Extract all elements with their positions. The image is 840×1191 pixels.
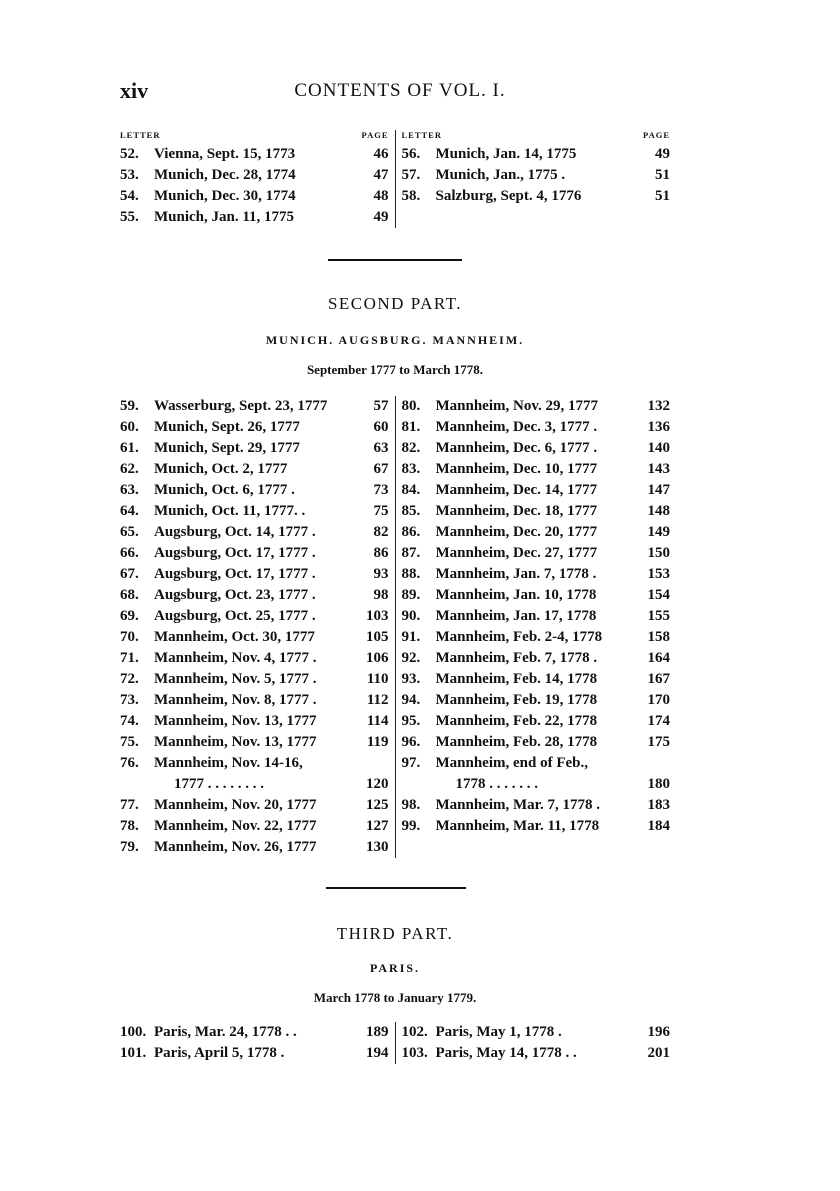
toc-column-left: [120, 130, 395, 228]
entry-number: 73.: [120, 692, 139, 708]
toc-entry: [402, 543, 671, 564]
entry-number: 96.: [401, 734, 421, 750]
entry-text: Paris, April 5, 1778 .: [154, 1045, 285, 1061]
entry-number: 103.: [401, 1045, 428, 1061]
entry-number: 59.: [120, 398, 139, 414]
toc-entry: [402, 732, 671, 753]
entry-page: 106: [366, 650, 389, 666]
entry-number: 66.: [120, 545, 139, 561]
toc-entry: [402, 396, 671, 417]
entry-number: 90.: [401, 608, 421, 624]
toc-entry: [402, 522, 671, 543]
toc-entry: [120, 501, 389, 522]
entry-text: Mannheim, Dec. 6, 1777 .: [435, 440, 598, 456]
toc-first-part: [120, 130, 670, 228]
entry-number: 62.: [120, 461, 139, 477]
entry-text: Mannheim, Feb. 14, 1778: [435, 671, 598, 687]
toc-entry: [402, 417, 671, 438]
entry-number: 81.: [401, 419, 421, 435]
entry-page: 105: [366, 629, 389, 645]
entry-page: 140: [647, 440, 670, 456]
entry-page: 103: [366, 608, 389, 624]
toc-entry: [120, 1022, 389, 1043]
entry-page: 153: [647, 566, 670, 582]
entry-number: 99.: [401, 818, 421, 834]
entry-number: 70.: [120, 629, 139, 645]
entry-page: 51: [655, 167, 670, 183]
toc-entry: [402, 648, 671, 669]
column-header-letter: LETTER: [120, 130, 161, 140]
toc-column-left: [120, 1022, 395, 1064]
entry-page: 93: [373, 566, 389, 582]
toc-entry: [402, 501, 671, 522]
entry-text: Mannheim, Jan. 17, 1778: [435, 608, 597, 624]
entry-text: Mannheim, Feb. 22, 1778: [435, 713, 598, 729]
entry-page: 183: [647, 797, 670, 813]
toc-entry: [120, 1043, 389, 1064]
entry-text: Augsburg, Oct. 17, 1777 .: [154, 545, 316, 561]
entry-number: 58.: [401, 188, 421, 204]
entry-text: Mannheim, Mar. 7, 1778 .: [435, 797, 600, 813]
toc-entry: [120, 795, 389, 816]
entry-number: 67.: [120, 566, 139, 582]
entry-text: Vienna, Sept. 15, 1773: [154, 146, 296, 162]
entry-number: 88.: [401, 566, 421, 582]
entry-number: 87.: [401, 545, 421, 561]
entry-page: 57: [373, 398, 389, 414]
part-dates: March 1778 to January 1779.: [313, 990, 477, 1005]
entry-page: 175: [647, 734, 670, 750]
entry-page: 49: [373, 209, 389, 225]
entry-page: 63: [373, 440, 389, 456]
toc-entry: [120, 522, 389, 543]
entry-text: Mannheim, Dec. 20, 1777: [435, 524, 598, 540]
column-header: [120, 130, 389, 144]
entry-text: Munich, Sept. 29, 1777: [154, 440, 300, 456]
toc-entry: [402, 669, 671, 690]
toc-entry: [120, 144, 389, 165]
entry-number: 72.: [120, 671, 139, 687]
entry-text: Augsburg, Oct. 23, 1777 .: [154, 587, 316, 603]
entry-number: 64.: [120, 503, 139, 519]
entry-text: Paris, May 14, 1778 . .: [435, 1045, 577, 1061]
entry-page: 48: [373, 188, 389, 204]
entry-page: 143: [647, 461, 670, 477]
toc-entry: [120, 438, 389, 459]
entry-page: 132: [647, 398, 670, 414]
entry-list: [402, 1022, 671, 1064]
entry-page: 46: [373, 146, 389, 162]
entry-text: Mannheim, Nov. 29, 1777: [435, 398, 599, 414]
entry-number: 83.: [401, 461, 421, 477]
toc-entry: [402, 816, 671, 837]
entry-number: 53.: [120, 167, 139, 183]
toc-entry: [120, 837, 389, 858]
entry-number: 100.: [120, 1024, 147, 1040]
entry-text: 1778 . . . . . . .: [455, 776, 538, 792]
toc-entry: [120, 648, 389, 669]
entry-page: 170: [647, 692, 670, 708]
toc-column-right: [395, 1022, 671, 1064]
entry-number: 95.: [401, 713, 421, 729]
entry-list: [120, 396, 389, 858]
entry-page: 148: [647, 503, 670, 519]
toc-entry: [120, 753, 389, 774]
entry-page: 110: [366, 671, 389, 687]
toc-entry: [402, 459, 671, 480]
page-header: [120, 78, 680, 108]
entry-page: 82: [373, 524, 389, 540]
entry-text: Munich, Oct. 6, 1777 .: [154, 482, 295, 498]
entry-page: 86: [373, 545, 389, 561]
entry-text: Mannheim, end of Feb.,: [435, 755, 589, 771]
entry-text: 1777 . . . . . . . .: [174, 776, 264, 792]
entry-page: 158: [647, 629, 670, 645]
toc-entry: [402, 144, 671, 165]
entry-number: 76.: [120, 755, 139, 771]
entry-number: 77.: [120, 797, 139, 813]
entry-number: 91.: [401, 629, 421, 645]
toc-entry: [120, 606, 389, 627]
entry-text: Mannheim, Nov. 22, 1777: [154, 818, 317, 834]
toc-column-left: [120, 396, 395, 858]
toc-entry: [120, 564, 389, 585]
toc-entry: [120, 186, 389, 207]
entry-text: Mannheim, Feb. 28, 1778: [435, 734, 598, 750]
entry-number: 55.: [120, 209, 139, 225]
entry-number: 75.: [120, 734, 139, 750]
toc-entry: [402, 438, 671, 459]
entry-page: 114: [366, 713, 389, 729]
entry-text: Paris, May 1, 1778 .: [435, 1024, 562, 1040]
toc-entry: [402, 690, 671, 711]
entry-number: 52.: [120, 146, 139, 162]
entry-page: 67: [373, 461, 389, 477]
entry-page: 73: [373, 482, 389, 498]
toc-entry: [120, 417, 389, 438]
entry-page: 154: [647, 587, 670, 603]
section-divider: [326, 887, 466, 889]
entry-page: 189: [366, 1024, 389, 1040]
entry-page: 130: [366, 839, 389, 855]
entry-number: 82.: [401, 440, 421, 456]
toc-entry: [120, 396, 389, 417]
toc-entry: [120, 543, 389, 564]
entry-text: Salzburg, Sept. 4, 1776: [435, 188, 582, 204]
entry-text: Mannheim, Feb. 2-4, 1778: [435, 629, 603, 645]
toc-entry: [402, 795, 671, 816]
entry-text: Mannheim, Mar. 11, 1778: [435, 818, 600, 834]
part-places: PARIS.: [369, 961, 421, 975]
entry-text: Mannheim, Nov. 26, 1777: [154, 839, 317, 855]
entry-page: 164: [647, 650, 670, 666]
entry-number: 80.: [401, 398, 421, 414]
entry-text: Munich, Jan. 14, 1775: [435, 146, 577, 162]
toc-entry: [402, 564, 671, 585]
toc-entry: [402, 480, 671, 501]
entry-number: 89.: [401, 587, 421, 603]
entry-text: Munich, Jan. 11, 1775: [154, 209, 295, 225]
column-header-letter: LETTER: [401, 130, 442, 140]
entry-number: 94.: [401, 692, 421, 708]
toc-entry: [120, 690, 389, 711]
entry-text: Mannheim, Nov. 13, 1777: [154, 734, 317, 750]
entry-page: 180: [647, 776, 670, 792]
toc-entry: [120, 459, 389, 480]
part-title: THIRD PART.: [336, 924, 454, 943]
part-dates: September 1777 to March 1778.: [306, 362, 484, 377]
entry-text: Mannheim, Nov. 4, 1777 .: [154, 650, 317, 666]
entry-text: Mannheim, Jan. 10, 1778: [435, 587, 597, 603]
entry-number: 78.: [120, 818, 139, 834]
entry-text: Munich, Oct. 2, 1777: [154, 461, 288, 477]
toc-entry: [402, 774, 671, 795]
entry-number: 101.: [120, 1045, 147, 1061]
entry-page: 174: [647, 713, 670, 729]
entry-number: 65.: [120, 524, 139, 540]
page-number: xiv: [120, 78, 149, 103]
entry-text: Mannheim, Dec. 3, 1777 .: [435, 419, 598, 435]
column-header: [402, 130, 671, 144]
entry-page: 184: [647, 818, 670, 834]
entry-page: 201: [647, 1045, 670, 1061]
entry-page: 125: [366, 797, 389, 813]
entry-number: 98.: [401, 797, 421, 813]
entry-page: 127: [366, 818, 389, 834]
entry-text: Mannheim, Nov. 5, 1777 .: [154, 671, 317, 687]
entry-text: Mannheim, Jan. 7, 1778 .: [435, 566, 597, 582]
entry-text: Mannheim, Feb. 7, 1778 .: [435, 650, 598, 666]
part-places: MUNICH. AUGSBURG. MANNHEIM.: [265, 333, 525, 347]
entry-number: 63.: [120, 482, 139, 498]
entry-number: 74.: [120, 713, 139, 729]
toc-third-part: [120, 1022, 670, 1064]
toc-entry: [402, 585, 671, 606]
entry-text: Munich, Sept. 26, 1777: [154, 419, 300, 435]
entry-page: 112: [366, 692, 389, 708]
entry-number: 97.: [401, 755, 421, 771]
entry-text: Mannheim, Nov. 20, 1777: [154, 797, 317, 813]
toc-column-right: [395, 396, 671, 858]
entry-text: Mannheim, Nov. 13, 1777: [154, 713, 317, 729]
entry-number: 79.: [120, 839, 139, 855]
toc-entry: [120, 585, 389, 606]
entry-number: 54.: [120, 188, 139, 204]
entry-page: 119: [366, 734, 389, 750]
entry-number: 92.: [401, 650, 421, 666]
entry-text: Augsburg, Oct. 14, 1777 .: [154, 524, 316, 540]
entry-page: 60: [373, 419, 389, 435]
entry-page: 120: [366, 776, 389, 792]
part-title: SECOND PART.: [327, 294, 463, 313]
toc-entry: [120, 480, 389, 501]
entry-number: 69.: [120, 608, 139, 624]
entry-page: 196: [647, 1024, 670, 1040]
entry-page: 147: [647, 482, 670, 498]
entry-text: Mannheim, Dec. 14, 1777: [435, 482, 598, 498]
toc-entry: [402, 165, 671, 186]
toc-entry: [120, 207, 389, 228]
entry-number: 60.: [120, 419, 139, 435]
toc-entry: [402, 606, 671, 627]
entry-number: 68.: [120, 587, 139, 603]
toc-entry: [402, 711, 671, 732]
entry-number: 86.: [401, 524, 421, 540]
entry-page: 51: [655, 188, 670, 204]
entry-text: Munich, Dec. 30, 1774: [154, 188, 296, 204]
entry-text: Augsburg, Oct. 25, 1777 .: [154, 608, 316, 624]
entry-text: Paris, Mar. 24, 1778 . .: [154, 1024, 297, 1040]
entry-page: 47: [373, 167, 389, 183]
entry-text: Mannheim, Feb. 19, 1778: [435, 692, 598, 708]
entry-list: [402, 144, 671, 207]
toc-entry: [402, 1022, 671, 1043]
entry-page: 194: [366, 1045, 389, 1061]
entry-list: [402, 396, 671, 837]
entry-list: [120, 1022, 389, 1064]
toc-column-right: [395, 130, 671, 228]
entry-text: Mannheim, Dec. 18, 1777: [435, 503, 598, 519]
entry-text: Augsburg, Oct. 17, 1777 .: [154, 566, 316, 582]
entry-number: 102.: [401, 1024, 428, 1040]
toc-entry: [120, 669, 389, 690]
entry-page: 155: [647, 608, 670, 624]
entry-text: Munich, Oct. 11, 1777. .: [154, 503, 306, 519]
entry-number: 93.: [401, 671, 421, 687]
entry-page: 75: [373, 503, 389, 519]
entry-text: Mannheim, Dec. 27, 1777: [435, 545, 598, 561]
entry-text: Mannheim, Dec. 10, 1777: [435, 461, 598, 477]
section-divider: [328, 259, 462, 261]
entry-text: Mannheim, Nov. 8, 1777 .: [154, 692, 317, 708]
toc-entry: [120, 627, 389, 648]
toc-entry: [120, 711, 389, 732]
entry-number: 84.: [401, 482, 421, 498]
toc-entry: [402, 627, 671, 648]
entry-number: 61.: [120, 440, 139, 456]
entry-text: Munich, Dec. 28, 1774: [154, 167, 296, 183]
entry-list: [120, 144, 389, 228]
toc-second-part: [120, 396, 670, 858]
toc-entry: [402, 186, 671, 207]
entry-page: 150: [647, 545, 670, 561]
entry-page: 149: [647, 524, 670, 540]
toc-entry: [120, 816, 389, 837]
entry-number: 57.: [401, 167, 421, 183]
entry-page: 49: [655, 146, 670, 162]
toc-entry: [120, 165, 389, 186]
entry-number: 56.: [401, 146, 421, 162]
column-header-page: PAGE: [361, 130, 389, 140]
running-title: CONTENTS OF VOL. I.: [294, 80, 506, 101]
toc-entry: [120, 732, 389, 753]
entry-page: 167: [647, 671, 670, 687]
entry-text: Mannheim, Nov. 14-16,: [154, 755, 303, 771]
toc-entry: [402, 753, 671, 774]
entry-text: Munich, Jan., 1775 .: [435, 167, 566, 183]
entry-text: Mannheim, Oct. 30, 1777: [154, 629, 315, 645]
toc-entry: [120, 774, 389, 795]
entry-number: 71.: [120, 650, 139, 666]
entry-text: Wasserburg, Sept. 23, 1777: [154, 398, 328, 414]
entry-number: 85.: [401, 503, 421, 519]
entry-page: 136: [647, 419, 670, 435]
entry-page: 98: [373, 587, 389, 603]
column-header-page: PAGE: [643, 130, 670, 140]
toc-entry: [402, 1043, 671, 1064]
